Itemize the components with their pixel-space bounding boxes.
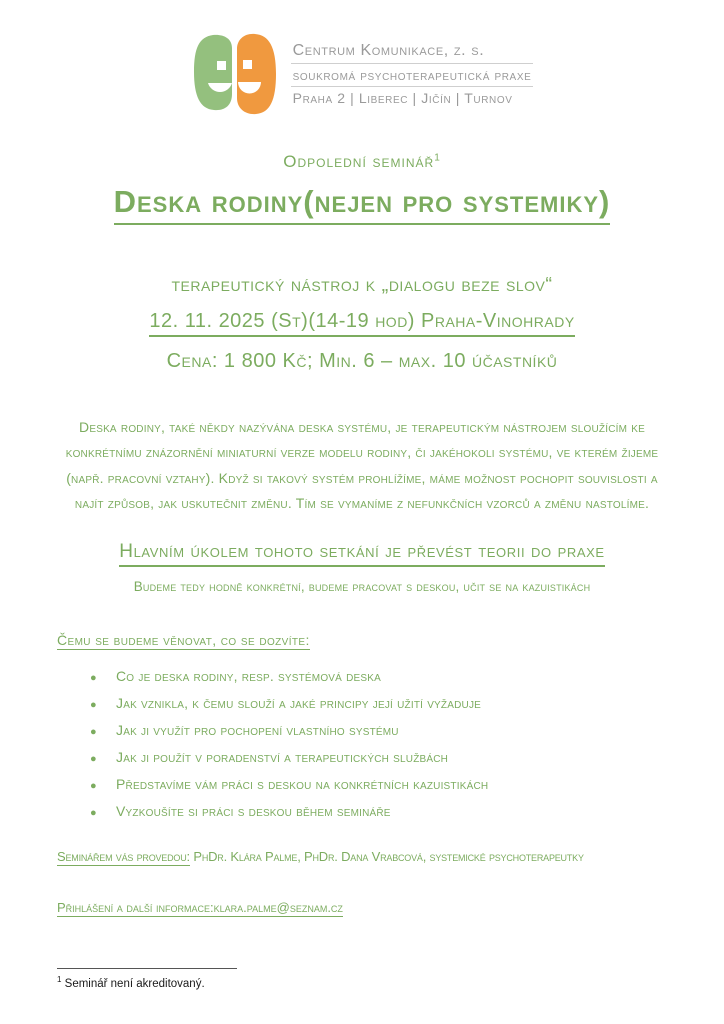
agenda-item	[57, 749, 667, 765]
brand-locations: Praha 2 | Liberec | Jičín | Turnov	[292, 90, 513, 106]
footnote-text	[57, 975, 237, 990]
brand-org-name: Centrum Komunikace, z. s.	[291, 39, 534, 64]
footnote-section	[57, 968, 237, 990]
kicker-footnote-ref: 1	[434, 152, 441, 164]
kicker-text: Odpolední seminář	[283, 152, 435, 171]
seminar-kicker	[57, 152, 667, 172]
agenda-item-label: Jak ji využít pro pochopení vlastního systému	[116, 721, 399, 738]
contact-line	[57, 900, 667, 917]
brand-header	[57, 32, 667, 116]
footnote-body: Seminář není akreditovaný.	[61, 977, 205, 990]
agenda-item-label: Jak vznikla, k čemu slouží a jaké principy její užití vyžaduje	[116, 694, 482, 711]
footnote-marker: 1	[57, 975, 62, 984]
centrum-komunikace-logo-icon	[191, 32, 279, 116]
bullet-icon: ●	[90, 779, 97, 792]
agenda-item-label: Vyzkoušíte si práci s deskou během semináře	[116, 802, 391, 819]
logo-face-left	[194, 35, 232, 110]
agenda-item	[57, 722, 667, 738]
presenters-line	[57, 849, 667, 864]
bullet-icon: ●	[90, 671, 97, 684]
bullet-icon: ●	[90, 752, 97, 765]
presenters-label: Seminářem vás provedou:	[57, 848, 190, 864]
seminar-date: 12. 11. 2025 (St)(14-19 hod) Praha-Vinohrady	[149, 309, 574, 337]
contact-label: Přihlášení a další informace:	[57, 899, 214, 915]
intro-paragraph: Deska rodiny, také někdy nazývána deska systému, je terapeutickým nástrojem sloužícím ke konkrétnímu znázornění miniaturní verze modelu rodiny, či jakéhokoli systému, ve kterém žijeme (např. pracovní vztahy). Když si takový systém prohlížíme, máme možnost pochopit souvislosti a najít způsob, jak uskutečnit změnu. Tím se vymaníme z nefunkčních vzorců a změnu nastolíme.	[65, 419, 659, 512]
goal-heading: Hlavním úkolem tohoto setkání je převést teorii do praxe	[119, 541, 604, 567]
seminar-price: Cena: 1 800 Kč; Min. 6 – max. 10 účastníků	[166, 350, 558, 372]
agenda-item	[57, 668, 667, 684]
agenda-section	[57, 632, 667, 819]
agenda-item-label: Co je deska rodiny, resp. systémová deska	[116, 667, 382, 684]
brand-tagline: soukromá psychoterapeutická praxe	[291, 64, 534, 87]
goal-subheading: Budeme tedy hodně konkrétní, budeme pracovat s deskou, učit se na kazuistikách	[133, 578, 591, 594]
bullet-icon: ●	[90, 806, 97, 819]
agenda-item-label: Představíme vám práci s deskou na konkrétních kazuistikách	[116, 775, 489, 792]
bullet-icon: ●	[90, 698, 97, 711]
agenda-item	[57, 695, 667, 711]
agenda-item	[57, 803, 667, 819]
agenda-list	[57, 668, 667, 819]
seminar-subtitle: terapeutický nástroj k „dialogu beze slov“	[171, 274, 553, 296]
presenters-names: PhDr. Klára Palme, PhDr. Dana Vrabcová, systemické psychoterapeutky	[189, 848, 584, 864]
logo-face-right	[237, 34, 276, 114]
bullet-icon: ●	[90, 725, 97, 738]
agenda-item-label: Jak ji použít v poradenství a terapeutických službách	[116, 748, 449, 765]
contact-email-link[interactable]: klara.palme@seznam.cz	[213, 899, 343, 915]
brand-text-block	[291, 39, 534, 109]
page-title: Deska rodiny(nejen pro systemiky)	[114, 184, 611, 225]
agenda-item	[57, 776, 667, 792]
agenda-heading: Čemu se budeme věnovat, co se dozvíte:	[57, 631, 310, 648]
footnote-divider	[57, 968, 237, 969]
seminar-details	[57, 273, 667, 373]
